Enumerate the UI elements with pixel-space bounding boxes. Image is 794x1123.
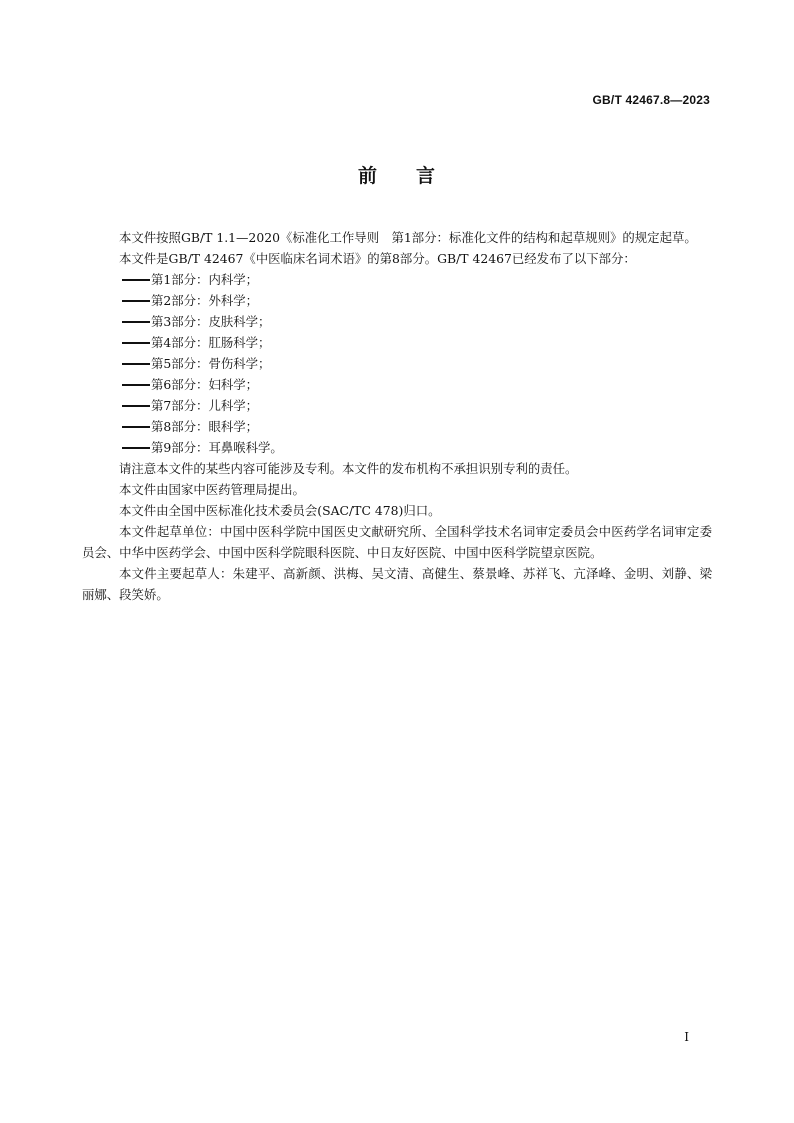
foreword-body [82,227,712,605]
dash-icon [122,279,150,281]
standard-number: GB/T 42467.8—2023 [592,93,710,107]
paragraph-committee: 本文件由全国中医标准化技术委员会(SAC/TC 478)归口。 [119,503,441,518]
list-item: 第2部分：外科学； [82,290,712,311]
dash-icon [122,342,150,344]
dash-icon [122,321,150,323]
dash-icon [122,405,150,407]
dash-icon [122,447,150,449]
paragraph-patent-notice: 请注意本文件的某些内容可能涉及专利。本文件的发布机构不承担识别专利的责任。 [119,461,578,476]
list-item: 第6部分：妇科学； [82,374,712,395]
title-char-2: 言 [416,165,437,187]
paragraph-series-intro: 本文件是GB/T 42467《中医临床名词术语》的第8部分。GB/T 42467已经发布了以下部分： [119,251,636,266]
list-item: 第9部分：耳鼻喉科学。 [82,437,712,458]
list-item: 第8部分：眼科学； [82,416,712,437]
dash-icon [122,384,150,386]
paragraph-drafting-units: 本文件起草单位：中国中医科学院中国医史文献研究所、全国科学技术名词审定委员会中医药学名词审定委员会、中华中医药学会、中国中医科学院眼科医院、中日友好医院、中国中医科学院望京医院。 [82,524,712,560]
list-item: 第5部分：骨伤科学； [82,353,712,374]
paragraph-drafting-rules: 本文件按照GB/T 1.1—2020《标准化工作导则 第1部分：标准化文件的结构和起草规则》的规定起草。 [119,230,697,245]
dash-icon [122,363,150,365]
paragraph-proposer: 本文件由国家中医药管理局提出。 [119,482,305,497]
list-item: 第4部分：肛肠科学； [82,332,712,353]
list-item: 第7部分：儿科学； [82,395,712,416]
dash-icon [122,426,150,428]
paragraph-drafters: 本文件主要起草人：朱建平、高新颜、洪梅、吴文清、高健生、蔡景峰、苏祥飞、亢泽峰、金明、刘静、梁丽娜、段笑娇。 [82,566,712,602]
title-char-1: 前 [357,165,378,187]
list-item: 第3部分：皮肤科学； [82,311,712,332]
page-number: I [684,1030,689,1044]
page-title [0,161,794,188]
dash-icon [122,300,150,302]
list-item: 第1部分：内科学； [82,269,712,290]
